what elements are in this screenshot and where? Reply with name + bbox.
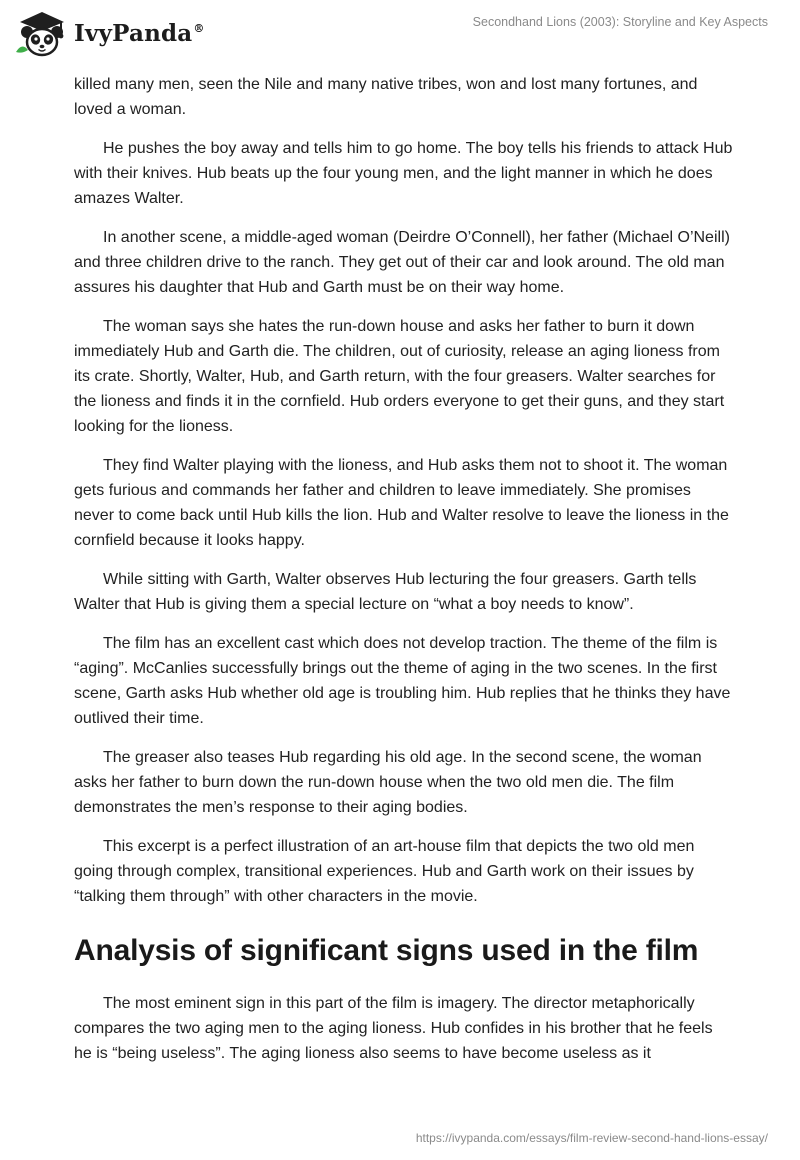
section-heading: Analysis of significant signs used in the film [74, 934, 699, 967]
paragraph: While sitting with Garth, Walter observes Hub lecturing the four greasers. Garth tells Walter that Hub is giving them a special lecture on “what a boy needs to know”. [74, 571, 697, 613]
paragraph: He pushes the boy away and tells him to go home. The boy tells his friends to attack Hub with their knives. Hub beats up the four young men, and the light manner in which he does amazes Walter. [74, 140, 733, 207]
paragraph: The greaser also teases Hub regarding his old age. In the second scene, the woman asks her father to burn down the run-down house when the two old men die. The film demonstrates the men’s response to their aging bodies. [74, 749, 702, 816]
paragraph: The film has an excellent cast which does not develop traction. The theme of the film is “aging”. McCanlies successfully brings out the theme of aging in the two scenes. In the first scene, Garth asks Hub whether old age is troubling him. Hub replies that he thinks they have outlived their time. [74, 635, 731, 727]
paragraph: They find Walter playing with the lioness, and Hub asks them not to shoot it. The woman gets furious and commands her father and children to leave immediately. She promises never to come back until Hub kills the lion. Hub and Walter resolve to leave the lioness in the cornfield because it looks happy. [74, 457, 729, 549]
paragraph: killed many men, seen the Nile and many native tribes, won and lost many fortunes, and loved a woman. [74, 76, 698, 118]
panda-graduate-icon [14, 8, 70, 58]
brand-logo[interactable] [14, 8, 205, 58]
source-url[interactable]: https://ivypanda.com/essays/film-review-second-hand-lions-essay/ [415, 1131, 768, 1145]
page-header [0, 0, 800, 66]
registered-mark: ® [193, 21, 205, 35]
paragraph: The woman says she hates the run-down house and asks her father to burn it down immediately Hub and Garth die. The children, out of curiosity, release an aging lioness from its crate. Shortly, Walter, Hub, and Garth return, with the four greasers. Walter searches for the lioness and finds it in the cornfield. Hub orders everyone to get their guns, and they start looking for the lioness. [74, 318, 725, 435]
paragraph: The most eminent sign in this part of the film is imagery. The director metaphorically compares the two aging men to the aging lioness. Hub confides in his brother that he feels he is “being useless”. The aging lioness also seems to have become useless as it [74, 995, 713, 1062]
article-body [74, 72, 734, 1080]
paragraph: This excerpt is a perfect illustration of an art-house film that depicts the two old men going through complex, transitional experiences. Hub and Garth work on their issues by “talking them through” with other characters in the movie. [74, 838, 695, 905]
document-title: Secondhand Lions (2003): Storyline and Key Aspects [472, 15, 768, 29]
brand-name: IvyPanda® [74, 19, 205, 47]
paragraph: In another scene, a middle-aged woman (Deirdre O’Connell), her father (Michael O’Neill) and three children drive to the ranch. They get out of their car and look around. The old man assures his daughter that Hub and Garth must be on their way home. [74, 229, 730, 296]
